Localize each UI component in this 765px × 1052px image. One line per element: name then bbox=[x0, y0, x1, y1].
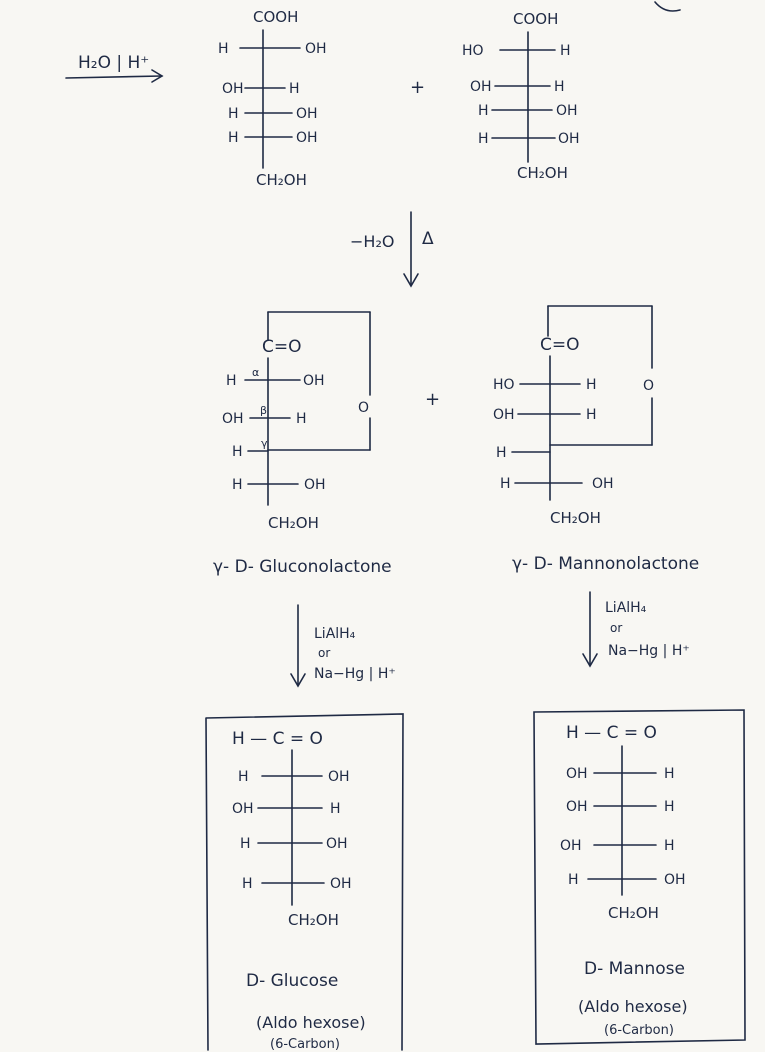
lactone-left-r1-left: H bbox=[226, 373, 237, 389]
lactone-right-r4-left: H bbox=[500, 476, 511, 492]
lactone-right-r1-right: H bbox=[586, 377, 597, 393]
hydrolysis-reagent: H₂O | H⁺ bbox=[78, 53, 150, 73]
glucose-r1-right: OH bbox=[328, 769, 350, 785]
acid-left-r4-right: OH bbox=[296, 130, 318, 146]
acid-left-r3-right: OH bbox=[296, 106, 318, 122]
lactone-right-r4-right: OH bbox=[592, 476, 614, 492]
acid-right-r1-left: HO bbox=[462, 43, 484, 59]
glucose-name: D- Glucose bbox=[246, 971, 339, 991]
reduction-left-or: or bbox=[318, 646, 331, 660]
lactone-left-r2-right: H bbox=[296, 411, 307, 427]
reduction-left-reagent-1: LiAlH₄ bbox=[314, 626, 356, 642]
plus-sign-top: + bbox=[410, 77, 426, 98]
lactone-left-r3-left: H bbox=[232, 444, 243, 460]
glucose-bottom: CH₂OH bbox=[288, 911, 339, 929]
mannose-r1-right: H bbox=[664, 766, 675, 782]
lactone-left-bottom: CH₂OH bbox=[268, 514, 319, 532]
lactone-left-gamma: γ bbox=[261, 437, 268, 450]
reduction-right-reagent-2: Na−Hg | H⁺ bbox=[608, 643, 690, 659]
reduction-left bbox=[291, 605, 396, 686]
mannose-r2-left: OH bbox=[566, 799, 588, 815]
mannose-bottom: CH₂OH bbox=[608, 904, 659, 922]
acid-left-r3-left: H bbox=[228, 106, 239, 122]
product-right-mannose bbox=[534, 710, 745, 1044]
mannose-r4-right: OH bbox=[664, 872, 686, 888]
reduction-right bbox=[583, 592, 690, 666]
acid-left-r2-left: OH bbox=[222, 81, 244, 97]
acid-right-r3-left: H bbox=[478, 103, 489, 119]
glucose-r4-right: OH bbox=[330, 876, 352, 892]
acid-right-r4-right: OH bbox=[558, 131, 580, 147]
lactone-right-r1-left: HO bbox=[493, 377, 515, 393]
lactone-right bbox=[493, 306, 699, 574]
acid-left-bottom: CH₂OH bbox=[256, 171, 307, 189]
acid-right bbox=[462, 10, 580, 182]
acid-right-r2-right: H bbox=[554, 79, 565, 95]
lactone-left-alpha: α bbox=[252, 366, 260, 379]
glucose-class: (Aldo hexose) bbox=[256, 1013, 366, 1032]
mannose-r4-left: H bbox=[568, 872, 579, 888]
mannose-carbons: (6-Carbon) bbox=[604, 1023, 674, 1038]
glucose-r1-left: H bbox=[238, 769, 249, 785]
glucose-carbons: (6-Carbon) bbox=[270, 1037, 340, 1052]
hydrolysis-step bbox=[66, 53, 162, 82]
acid-right-r1-right: H bbox=[560, 43, 571, 59]
page-corner-mark bbox=[655, 2, 680, 11]
mannose-r3-right: H bbox=[664, 838, 675, 854]
lactone-right-r2-left: OH bbox=[493, 407, 515, 423]
dehydration-step bbox=[350, 212, 434, 286]
glucose-r3-left: H bbox=[240, 836, 251, 852]
acid-right-top: COOH bbox=[513, 10, 559, 28]
mannose-r3-left: OH bbox=[560, 838, 582, 854]
heat-symbol: Δ bbox=[422, 229, 434, 249]
glucose-r3-right: OH bbox=[326, 836, 348, 852]
acid-left-r2-right: H bbox=[289, 81, 300, 97]
lactone-left-r1-right: OH bbox=[303, 373, 325, 389]
product-left-glucose bbox=[206, 714, 403, 1052]
plus-sign-middle: + bbox=[425, 389, 441, 410]
mannose-r1-left: OH bbox=[566, 766, 588, 782]
lactone-right-bottom: CH₂OH bbox=[550, 509, 601, 527]
mannose-r2-right: H bbox=[664, 799, 675, 815]
glucose-r2-right: H bbox=[330, 801, 341, 817]
reduction-left-reagent-2: Na−Hg | H⁺ bbox=[314, 666, 396, 682]
lactone-right-top: C=O bbox=[540, 335, 580, 355]
acid-left-r1-right: OH bbox=[305, 41, 327, 57]
lactone-left-r2-left: OH bbox=[222, 411, 244, 427]
acid-right-r3-right: OH bbox=[556, 103, 578, 119]
acid-left-r1-left: H bbox=[218, 41, 229, 57]
dehydration-reagent: −H₂O bbox=[350, 232, 395, 251]
glucose-r2-left: OH bbox=[232, 801, 254, 817]
lactone-right-name: γ- D- Mannonolactone bbox=[512, 554, 700, 574]
lactone-left-ring-o: O bbox=[358, 400, 370, 416]
mannose-box bbox=[534, 710, 745, 1044]
lactone-left-r4-left: H bbox=[232, 477, 243, 493]
mannose-class: (Aldo hexose) bbox=[578, 997, 688, 1016]
mannose-name: D- Mannose bbox=[584, 959, 685, 979]
lactone-right-r2-right: H bbox=[586, 407, 597, 423]
acid-left bbox=[218, 8, 327, 189]
reduction-right-or: or bbox=[610, 621, 623, 635]
glucose-r4-left: H bbox=[242, 876, 253, 892]
acid-left-top: COOH bbox=[253, 8, 299, 26]
glucose-box bbox=[206, 714, 403, 1050]
reduction-right-reagent-1: LiAlH₄ bbox=[605, 600, 647, 616]
lactone-left bbox=[213, 312, 392, 577]
hydrolysis-arrow bbox=[66, 76, 162, 78]
acid-left-r4-left: H bbox=[228, 130, 239, 146]
lactone-left-beta: β bbox=[260, 404, 268, 417]
acid-right-bottom: CH₂OH bbox=[517, 164, 568, 182]
mannose-top: H — C = O bbox=[566, 723, 657, 743]
lactone-left-name: γ- D- Gluconolactone bbox=[213, 557, 392, 577]
lactone-left-top: C=O bbox=[262, 337, 302, 357]
acid-right-r2-left: OH bbox=[470, 79, 492, 95]
lactone-right-r3-left: H bbox=[496, 445, 507, 461]
lactone-right-ring-o: O bbox=[643, 378, 655, 394]
acid-right-r4-left: H bbox=[478, 131, 489, 147]
glucose-top: H — C = O bbox=[232, 729, 323, 749]
lactone-left-r4-right: OH bbox=[304, 477, 326, 493]
